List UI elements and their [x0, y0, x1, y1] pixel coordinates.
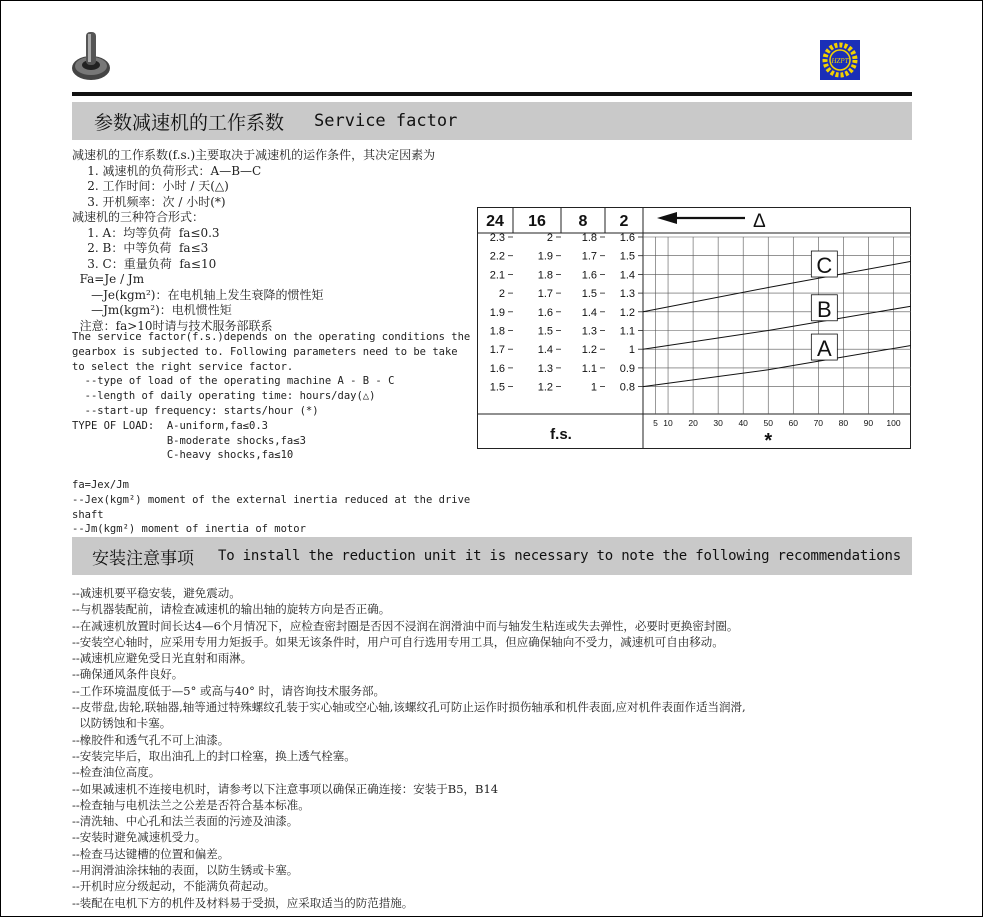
- hours-per-day-header: 2: [619, 213, 629, 230]
- text-line-zh: 1. A：均等负荷 fa≤0.3: [72, 225, 220, 240]
- fs-tick-label: 1.8: [489, 325, 505, 338]
- x-tick-label: 90: [863, 418, 874, 428]
- x-axis-label: *: [764, 430, 773, 449]
- section-header-installation: [72, 537, 912, 575]
- section-header-service-factor: [72, 102, 912, 140]
- note-line: --安装空心轴时，应采用专用力矩扳手。如果无该条件时，用户可自行选用专用工具，但应确保轴向不受力，减速机可自由移动。: [72, 634, 724, 649]
- text-line-en: [72, 463, 470, 478]
- fs-tick-label: 0.9: [619, 362, 635, 375]
- text-line-en: fa=Jex/Jm: [72, 478, 129, 491]
- fs-tick-label: 1.6: [489, 362, 505, 375]
- hours-per-day-header: 24: [486, 213, 504, 230]
- note-line: --减速机要平稳安装，避免震动。: [72, 586, 241, 600]
- note-line: --减速机应避免受日光直射和雨淋。: [72, 651, 253, 666]
- fs-tick-label: 1.5: [581, 288, 597, 301]
- text-line-zh: 3. C：重量负荷 fa≤10: [72, 256, 217, 271]
- fs-tick-label: 1.6: [581, 269, 597, 282]
- x-tick-label: 5: [653, 418, 658, 428]
- text-line-en: TYPE OF LOAD: A-uniform,fa≤0.3: [72, 419, 268, 432]
- text-line-zh: 2. 工作时间：小时 / 天(△): [72, 179, 229, 193]
- text-line-zh: —Jm(kgm²)：电机惯性矩: [72, 303, 232, 317]
- section-title-zh: 参数减速机的工作系数: [94, 111, 285, 134]
- text-line-en: gearbox is subjected to. Following parameters need to be take: [72, 345, 458, 358]
- service-factor-text-en: [72, 330, 470, 537]
- hours-per-day-header: 16: [528, 213, 546, 230]
- service-factor-text-zh: [72, 148, 435, 334]
- text-line-zh: 3. 开机频率：次 / 小时(*): [72, 194, 226, 209]
- fs-tick-label: 1.8: [581, 232, 597, 244]
- text-line-zh: 2. B：中等负荷 fa≤3: [72, 241, 209, 255]
- fs-tick-label: 1: [590, 381, 597, 394]
- note-line: --皮带盘,齿轮,联轴器,轴等通过特殊螺纹孔装于实心轴或空心轴,该螺纹孔可防止运作时损伤轴承和机件表面,应对机件表面作适当润滑,: [72, 700, 746, 715]
- fs-tick-label: 1.7: [581, 250, 597, 263]
- text-line-en: B-moderate shocks,fa≤3: [72, 434, 306, 447]
- series-label-b: B: [816, 296, 832, 322]
- hours-per-day-header: 8: [578, 213, 588, 230]
- toggle-switch-icon: [70, 28, 112, 82]
- fs-tick-label: 1.3: [581, 325, 597, 338]
- x-tick-label: 70: [813, 418, 824, 428]
- text-line-en: --Jm(kgm²) moment of inertia of motor: [72, 523, 306, 536]
- x-tick-label: 80: [838, 418, 849, 428]
- fs-tick-label: 1.4: [619, 269, 635, 282]
- text-line-zh: —Je(kgm²)：在电机轴上发生衰降的惯性矩: [72, 287, 324, 302]
- x-tick-label: 10: [663, 418, 673, 428]
- note-line: --在减速机放置时间长达4—6个月情况下，应检查密封圈是否因不浸润在润滑油中而与轴发生粘连或失去弹性，必要时更换密封圈。: [72, 618, 739, 633]
- note-line: --安装完毕后，取出油孔上的封口栓塞，换上透气栓塞。: [72, 748, 356, 763]
- fs-tick-label: 1.2: [619, 306, 635, 319]
- header-rule: [72, 92, 912, 96]
- fs-tick-label: 2: [546, 232, 553, 244]
- text-line-en: --type of load of the operating machine A - B - C: [72, 375, 395, 388]
- text-line-en: to select the right service factor.: [72, 360, 294, 373]
- fs-tick-label: 1.7: [537, 288, 553, 301]
- text-line-en: --start-up frequency: starts/hour (*): [72, 404, 319, 417]
- delta-label: Δ: [753, 211, 766, 232]
- fs-tick-label: 1.8: [537, 269, 553, 282]
- logo-text: HZPT: [831, 57, 849, 65]
- fs-tick-label: 2.3: [489, 232, 505, 244]
- note-line: 以防锈蚀和卡塞。: [72, 716, 172, 731]
- note-line: --检查油位高度。: [72, 765, 161, 780]
- text-line-en: The service factor(f.s.)depends on the operating conditions the: [72, 331, 471, 343]
- section2-title-zh: 安装注意事项: [92, 548, 194, 569]
- x-tick-label: 50: [763, 418, 773, 428]
- section-title-en: Service factor: [314, 111, 458, 131]
- fs-tick-label: 1.5: [489, 381, 505, 394]
- fs-tick-label: 1.6: [619, 232, 635, 244]
- fs-tick-label: 2.1: [489, 269, 505, 282]
- fs-tick-label: 1.1: [619, 325, 635, 338]
- x-tick-label: 40: [738, 418, 748, 428]
- note-line: --装配在电机下方的机件及材料易于受损，应采取适当的防范措施。: [72, 895, 414, 910]
- note-line: --如果减速机不连接电机时，请参考以下注意事项以确保正确连接：安装于B5，B14: [72, 781, 499, 796]
- section2-title-en: To install the reduction unit it is necessary to note the following recommendations: [218, 548, 901, 564]
- fs-tick-label: 1.9: [489, 306, 505, 319]
- text-line-zh: Fa=Je / Jm: [72, 272, 145, 286]
- note-line: --开机时应分级起动，不能满负荷起动。: [72, 879, 276, 894]
- note-line: --确保通风条件良好。: [72, 667, 184, 682]
- text-line-en: --length of daily operating time: hours/day(△): [72, 390, 376, 403]
- note-line: --橡胶件和透气孔不可上油漆。: [72, 732, 230, 747]
- x-tick-label: 100: [886, 418, 901, 428]
- fs-tick-label: 1.1: [581, 362, 597, 375]
- fs-tick-label: 2.2: [489, 250, 505, 263]
- note-line: --清洗轴、中心孔和法兰表面的污迹及油漆。: [72, 814, 299, 829]
- series-label-c: C: [816, 253, 833, 279]
- text-line-zh: 注意：fa>10时请与技术服务部联系: [72, 318, 273, 333]
- fs-tick-label: 2: [498, 288, 505, 301]
- fs-tick-label: 1.5: [537, 325, 553, 338]
- company-gear-logo: [820, 40, 860, 80]
- fs-tick-label: 1.2: [537, 381, 553, 394]
- fs-label: f.s.: [550, 426, 572, 443]
- fs-tick-label: 1: [628, 344, 635, 357]
- x-tick-label: 60: [788, 418, 799, 428]
- fs-tick-label: 0.8: [619, 381, 635, 394]
- x-tick-label: 30: [713, 418, 723, 428]
- note-line: --检查轴与电机法兰之公差是否符合基本标准。: [72, 797, 310, 812]
- fs-tick-label: 1.7: [489, 344, 505, 357]
- x-tick-label: 20: [688, 418, 698, 428]
- text-line-en: shaft: [72, 508, 104, 521]
- service-factor-chart: [477, 207, 911, 449]
- note-line: --与机器装配前，请检查减速机的输出轴的旋转方向是否正确。: [72, 602, 391, 617]
- fs-tick-label: 1.2: [581, 344, 597, 357]
- fs-tick-label: 1.3: [619, 288, 635, 301]
- note-line: --用润滑油涂抹轴的表面，以防生锈或卡塞。: [72, 863, 299, 878]
- note-line: --工作环境温度低于—5° 或高与40° 时，请咨询技术服务部。: [72, 683, 386, 698]
- text-line-zh: 减速机的工作系数(f.s.)主要取决于减速机的运作条件，其决定因素为: [72, 148, 436, 162]
- note-line: --安装时避免减速机受力。: [72, 830, 207, 845]
- series-label-a: A: [816, 336, 832, 362]
- note-line: --检查马达键槽的位置和偏差。: [72, 846, 230, 861]
- text-line-en: C-heavy shocks,fa≤10: [72, 449, 294, 462]
- fs-tick-label: 1.6: [537, 306, 553, 319]
- text-line-zh: 1. 减速机的负荷形式：A—B—C: [72, 163, 262, 178]
- fs-tick-label: 1.5: [619, 250, 635, 263]
- installation-notes: [72, 585, 746, 911]
- fs-tick-label: 1.9: [537, 250, 553, 263]
- text-line-zh: 减速机的三种符合形式：: [72, 210, 205, 224]
- fs-tick-label: 1.4: [581, 306, 597, 319]
- fs-tick-label: 1.3: [537, 362, 553, 375]
- text-line-en: --Jex(kgm²) moment of the external inertia reduced at the drive: [72, 493, 471, 506]
- fs-tick-label: 1.4: [537, 344, 553, 357]
